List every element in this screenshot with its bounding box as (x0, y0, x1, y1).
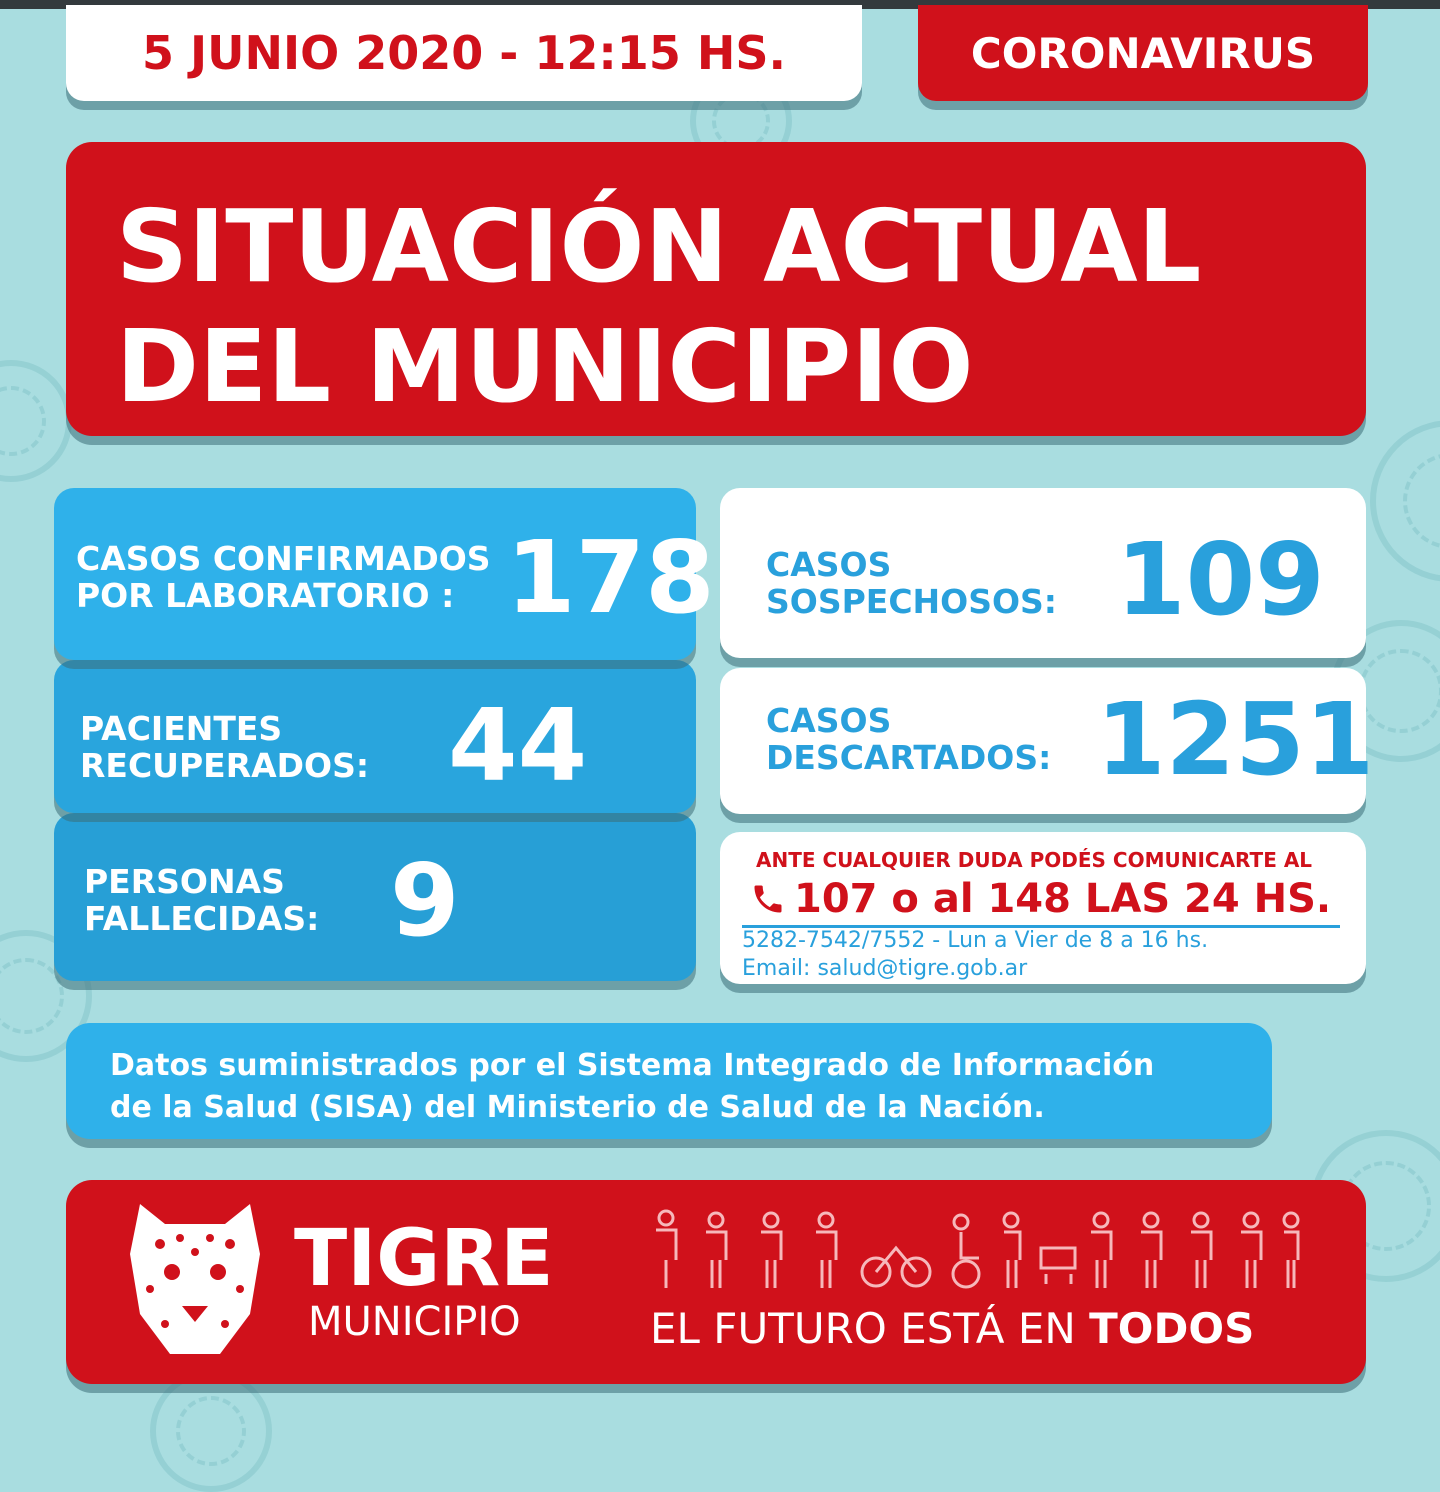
hotline-text: 107 o al 148 LAS 24 HS. (794, 876, 1332, 922)
date-time-text: 5 JUNIO 2020 - 12:15 HS. (142, 26, 786, 80)
brand-subtitle: MUNICIPIO (308, 1299, 521, 1345)
discarded-label-line-1: CASOS (766, 701, 892, 740)
deceased-label-line-2: FALLECIDAS: (84, 899, 320, 938)
topic-text: CORONAVIRUS (970, 28, 1316, 78)
footer-banner (66, 1180, 1366, 1384)
confirmed-cases-card (54, 488, 715, 660)
deceased-value: 9 (390, 842, 460, 959)
source-line-1: Datos suministrados por el Sistema Integrado de Información (110, 1048, 1155, 1083)
contact-prompt: ANTE CUALQUIER DUDA PODÉS COMUNICARTE AL (756, 848, 1313, 872)
title-line-2: DEL MUNICIPIO (116, 308, 974, 425)
hotline (750, 876, 1331, 922)
suspected-value: 109 (1116, 521, 1325, 638)
recovered-label-line-1: PACIENTES (80, 709, 283, 748)
discarded-value: 1251 (1096, 681, 1375, 798)
motto-prefix: EL FUTURO ESTÁ EN (650, 1304, 1090, 1353)
suspected-cases-card (720, 488, 1366, 658)
brand-name: TIGRE (294, 1214, 554, 1304)
deceased-label-line-1: PERSONAS (84, 862, 285, 901)
confirmed-value: 178 (506, 519, 715, 636)
date-banner (66, 5, 862, 101)
source-line-2: de la Salud (SISA) del Ministerio de Salud de la Nación. (110, 1090, 1045, 1125)
topic-banner (918, 5, 1368, 101)
discarded-cases-card (720, 668, 1375, 814)
recovered-card (54, 660, 696, 813)
virus-decoration-icon (1370, 420, 1440, 582)
phone-icon (750, 881, 786, 917)
contact-phones: 5282-7542/7552 - Lun a Vier de 8 a 16 hs. (742, 928, 1209, 953)
data-source-banner (66, 1023, 1272, 1139)
title-banner (66, 142, 1366, 436)
title-line-1: SITUACIÓN ACTUAL (116, 188, 1202, 305)
recovered-label-line-2: RECUPERADOS: (80, 746, 370, 785)
discarded-label-line-2: DESCARTADOS: (766, 738, 1052, 777)
contact-card (720, 832, 1366, 984)
motto (650, 1304, 1254, 1353)
contact-email: Email: salud@tigre.gob.ar (742, 956, 1028, 981)
people-silhouettes-icon (646, 1208, 1306, 1292)
confirmed-label-line-1: CASOS CONFIRMADOS (76, 539, 491, 578)
virus-decoration-icon (0, 360, 72, 482)
virus-decoration-icon (150, 1370, 272, 1492)
suspected-label-line-1: CASOS (766, 545, 892, 584)
jaguar-head-icon (120, 1194, 270, 1364)
deceased-card (54, 813, 696, 981)
recovered-value: 44 (448, 687, 588, 804)
confirmed-label-line-2: POR LABORATORIO : (76, 576, 455, 615)
suspected-label-line-2: SOSPECHOSOS: (766, 582, 1057, 621)
motto-bold: TODOS (1089, 1304, 1255, 1353)
